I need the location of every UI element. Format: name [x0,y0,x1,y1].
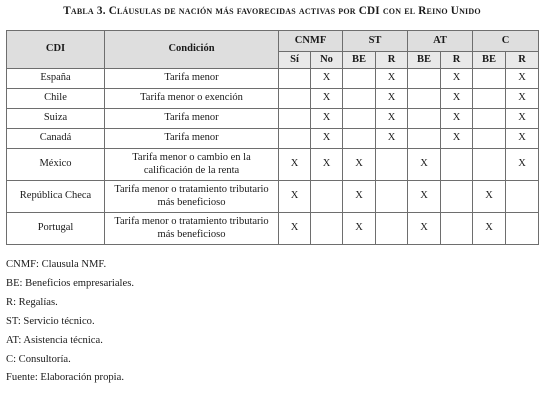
cell-mark: X [376,129,408,149]
cell-mark [376,181,408,213]
header-sub-at-r: R [441,52,473,69]
table-row [7,89,539,109]
header-sub-no: No [311,52,343,69]
cell-condicion: Tarifa menor o tratamiento tributario más beneficioso [105,213,279,245]
header-sub-at-be: BE [408,52,441,69]
cell-condicion: Tarifa menor [105,69,279,89]
cell-cdi: Suiza [7,109,105,129]
cell-cdi: República Checa [7,181,105,213]
note-be: BE: Beneficios empresariales. [6,277,134,289]
note-source: Fuente: Elaboración propia. [6,372,124,384]
cell-mark [441,213,473,245]
cell-mark [506,213,539,245]
note-c: C: Consultoría. [6,353,71,365]
cdi-table [6,30,539,245]
cell-mark: X [279,149,311,181]
cell-mark: X [441,89,473,109]
cell-mark [279,129,311,149]
cell-mark: X [506,149,539,181]
cell-mark [441,181,473,213]
cell-condicion: Tarifa menor [105,129,279,149]
cell-condicion: Tarifa menor o tratamiento tributario más beneficioso [105,181,279,213]
cell-mark: X [506,109,539,129]
cell-mark: X [279,213,311,245]
cell-mark: X [473,213,506,245]
cell-mark [311,213,343,245]
cell-mark: X [441,69,473,89]
cell-mark [408,129,441,149]
cell-mark [311,181,343,213]
cell-mark: X [311,149,343,181]
header-sub-si: Sí [279,52,311,69]
cell-mark [343,109,376,129]
header-condicion: Condición [105,31,279,69]
table-row [7,69,539,89]
cell-mark: X [279,181,311,213]
header-sub-c-r: R [506,52,539,69]
cell-mark: X [343,213,376,245]
header-group-at: AT [408,31,473,52]
cell-mark: X [408,213,441,245]
cell-mark: X [311,129,343,149]
cell-cdi: Chile [7,89,105,109]
cell-mark: X [376,89,408,109]
cell-mark [343,129,376,149]
cell-condicion: Tarifa menor [105,109,279,129]
cell-mark [408,69,441,89]
cell-mark: X [376,109,408,129]
cell-mark: X [376,69,408,89]
table-row [7,213,539,245]
cell-mark: X [311,109,343,129]
cell-mark [473,149,506,181]
header-group-cnmf: CNMF [279,31,343,52]
cell-mark: X [441,129,473,149]
cell-condicion: Tarifa menor o cambio en la calificación de la renta [105,149,279,181]
cell-mark [473,89,506,109]
cell-mark: X [311,69,343,89]
table-notes [6,256,538,388]
header-sub-st-r: R [376,52,408,69]
table-row [7,109,539,129]
cell-mark [279,69,311,89]
cell-cdi: Canadá [7,129,105,149]
cell-mark [408,109,441,129]
table-caption: Tabla 3. Cláusulas de nación más favorecidas activas por CDI con el Reino Unido [63,5,481,17]
cell-mark: X [473,181,506,213]
cell-mark [506,181,539,213]
cell-mark [376,149,408,181]
cell-mark [473,69,506,89]
table-row [7,129,539,149]
cell-mark: X [343,181,376,213]
cell-cdi: Portugal [7,213,105,245]
cell-mark: X [506,89,539,109]
cell-mark: X [506,129,539,149]
table-row [7,181,539,213]
cell-mark: X [343,149,376,181]
note-cnmf: CNMF: Clausula NMF. [6,259,107,270]
note-st: ST: Servicio técnico. [6,315,95,327]
cell-mark: X [506,69,539,89]
cell-mark: X [408,181,441,213]
cell-mark [279,89,311,109]
cell-mark [343,89,376,109]
cell-cdi: México [7,149,105,181]
cell-mark [279,109,311,129]
cell-mark: X [408,149,441,181]
cell-cdi: España [7,69,105,89]
note-at: AT: Asistencia técnica. [6,334,103,346]
cell-mark [343,69,376,89]
header-cdi: CDI [7,31,105,69]
cell-mark [473,109,506,129]
header-group-st: ST [343,31,408,52]
cell-mark [376,213,408,245]
header-row-groups [7,31,539,52]
cell-mark [441,149,473,181]
header-sub-st-be: BE [343,52,376,69]
cell-mark [473,129,506,149]
header-sub-c-be: BE [473,52,506,69]
header-group-c: C [473,31,539,52]
cell-mark: X [441,109,473,129]
table-row [7,149,539,181]
note-r: R: Regalías. [6,296,58,308]
cell-condicion: Tarifa menor o exención [105,89,279,109]
document [6,4,538,388]
cell-mark [408,89,441,109]
cell-mark: X [311,89,343,109]
